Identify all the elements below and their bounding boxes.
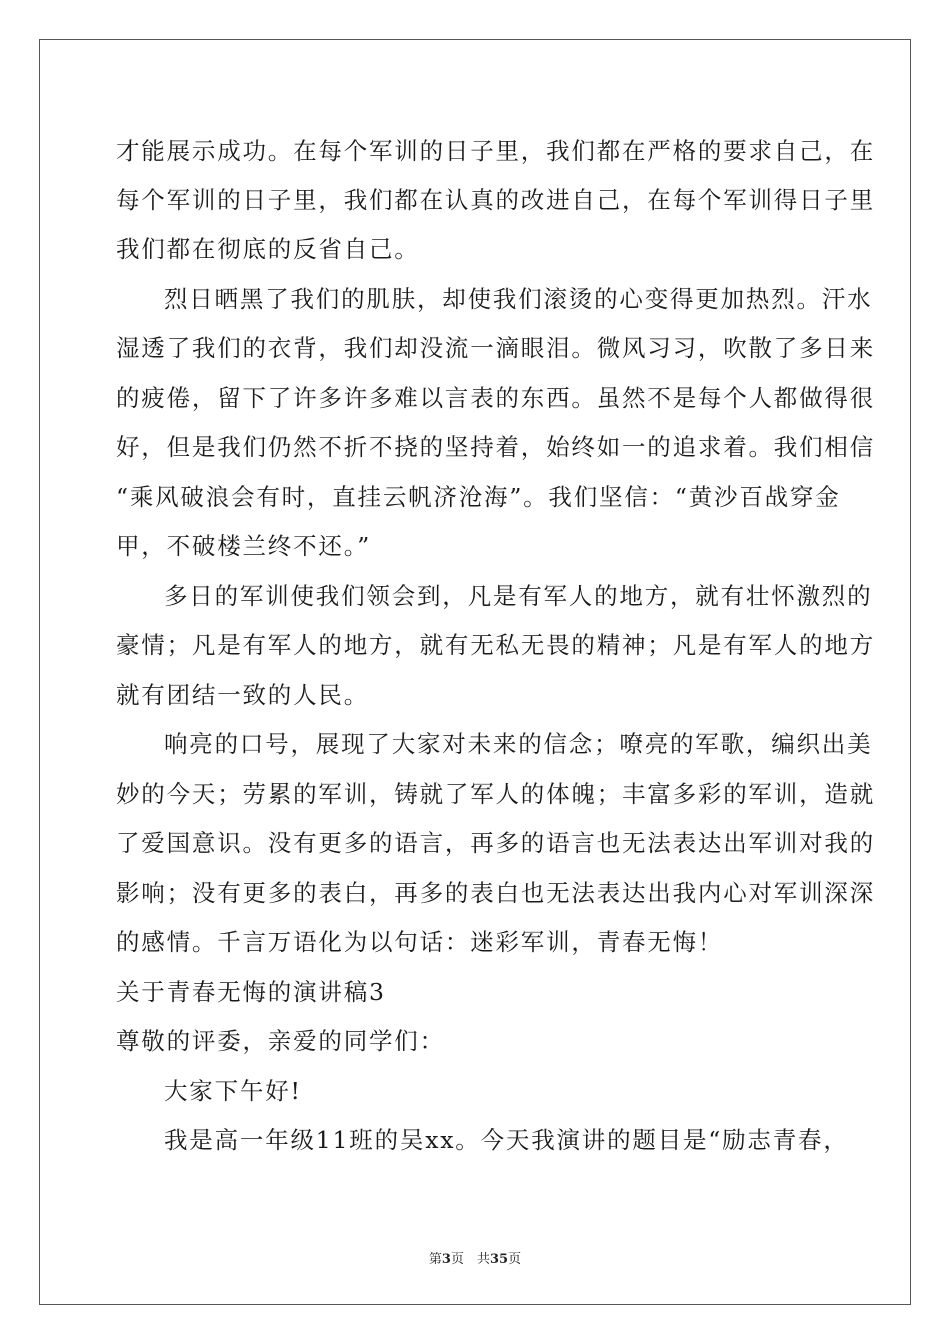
text-line: 妙的今天；劳累的军训，铸就了军人的体魄；丰富多彩的军训，造就 xyxy=(116,780,875,808)
page-footer xyxy=(0,1248,950,1267)
text-line: 就有团结一致的人民。 xyxy=(116,681,369,709)
text-line: 了爱国意识。没有更多的语言，再多的语言也无法表达出军训对我的 xyxy=(116,829,875,857)
text-line: 大家下午好! xyxy=(164,1077,302,1105)
text-line: 才能展示成功。在每个军训的日子里，我们都在严格的要求自己，在 xyxy=(116,137,875,165)
section-heading: 关于青春无悔的演讲稿3 xyxy=(116,978,386,1006)
text-line: 豪情；凡是有军人的地方，就有无私无畏的精神；凡是有军人的地方 xyxy=(116,631,875,659)
footer-page-number: 3 xyxy=(441,1252,451,1267)
text-line: 甲，不破楼兰终不还。” xyxy=(116,532,372,560)
footer-page-suffix: 页 共 xyxy=(450,1252,490,1267)
footer-total-suffix: 页 xyxy=(508,1252,522,1267)
text-line: 每个军训的日子里，我们都在认真的改进自己，在每个军训得日子里 xyxy=(116,186,875,214)
text-line: 我是高一年级11班的吴xx。今天我演讲的题目是“励志青春， xyxy=(164,1126,849,1154)
text-line: 的疲倦，留下了许多许多难以言表的东西。虽然不是每个人都做得很 xyxy=(116,384,875,412)
text-line: 的感情。千言万语化为以句话：迷彩军训，青春无悔！ xyxy=(116,928,724,956)
footer-prefix: 第 xyxy=(428,1252,442,1267)
page-frame xyxy=(39,39,911,1305)
text-line: 烈日晒黑了我们的肌肤，却使我们滚烫的心变得更加热烈。汗水 xyxy=(164,285,873,313)
footer-total-pages: 35 xyxy=(489,1252,509,1267)
text-line: “乘风破浪会有时，直挂云帆济沧海”。我们坚信：“黄沙百战穿金 xyxy=(116,483,841,511)
text-line: 多日的军训使我们领会到，凡是有军人的地方，就有壮怀激烈的 xyxy=(164,582,873,610)
text-line: 好，但是我们仍然不折不挠的坚持着，始终如一的追求着。我们相信 xyxy=(116,433,875,461)
text-line: 尊敬的评委，亲爱的同学们： xyxy=(116,1027,445,1055)
text-line: 影响；没有更多的表白，再多的表白也无法表达出我内心对军训深深 xyxy=(116,879,875,907)
text-line: 响亮的口号，展现了大家对未来的信念；嘹亮的军歌，编织出美 xyxy=(164,730,873,758)
text-line: 湿透了我们的衣背，我们却没流一滴眼泪。微风习习，吹散了多日来 xyxy=(116,334,875,362)
text-line: 我们都在彻底的反省自己。 xyxy=(116,235,420,263)
